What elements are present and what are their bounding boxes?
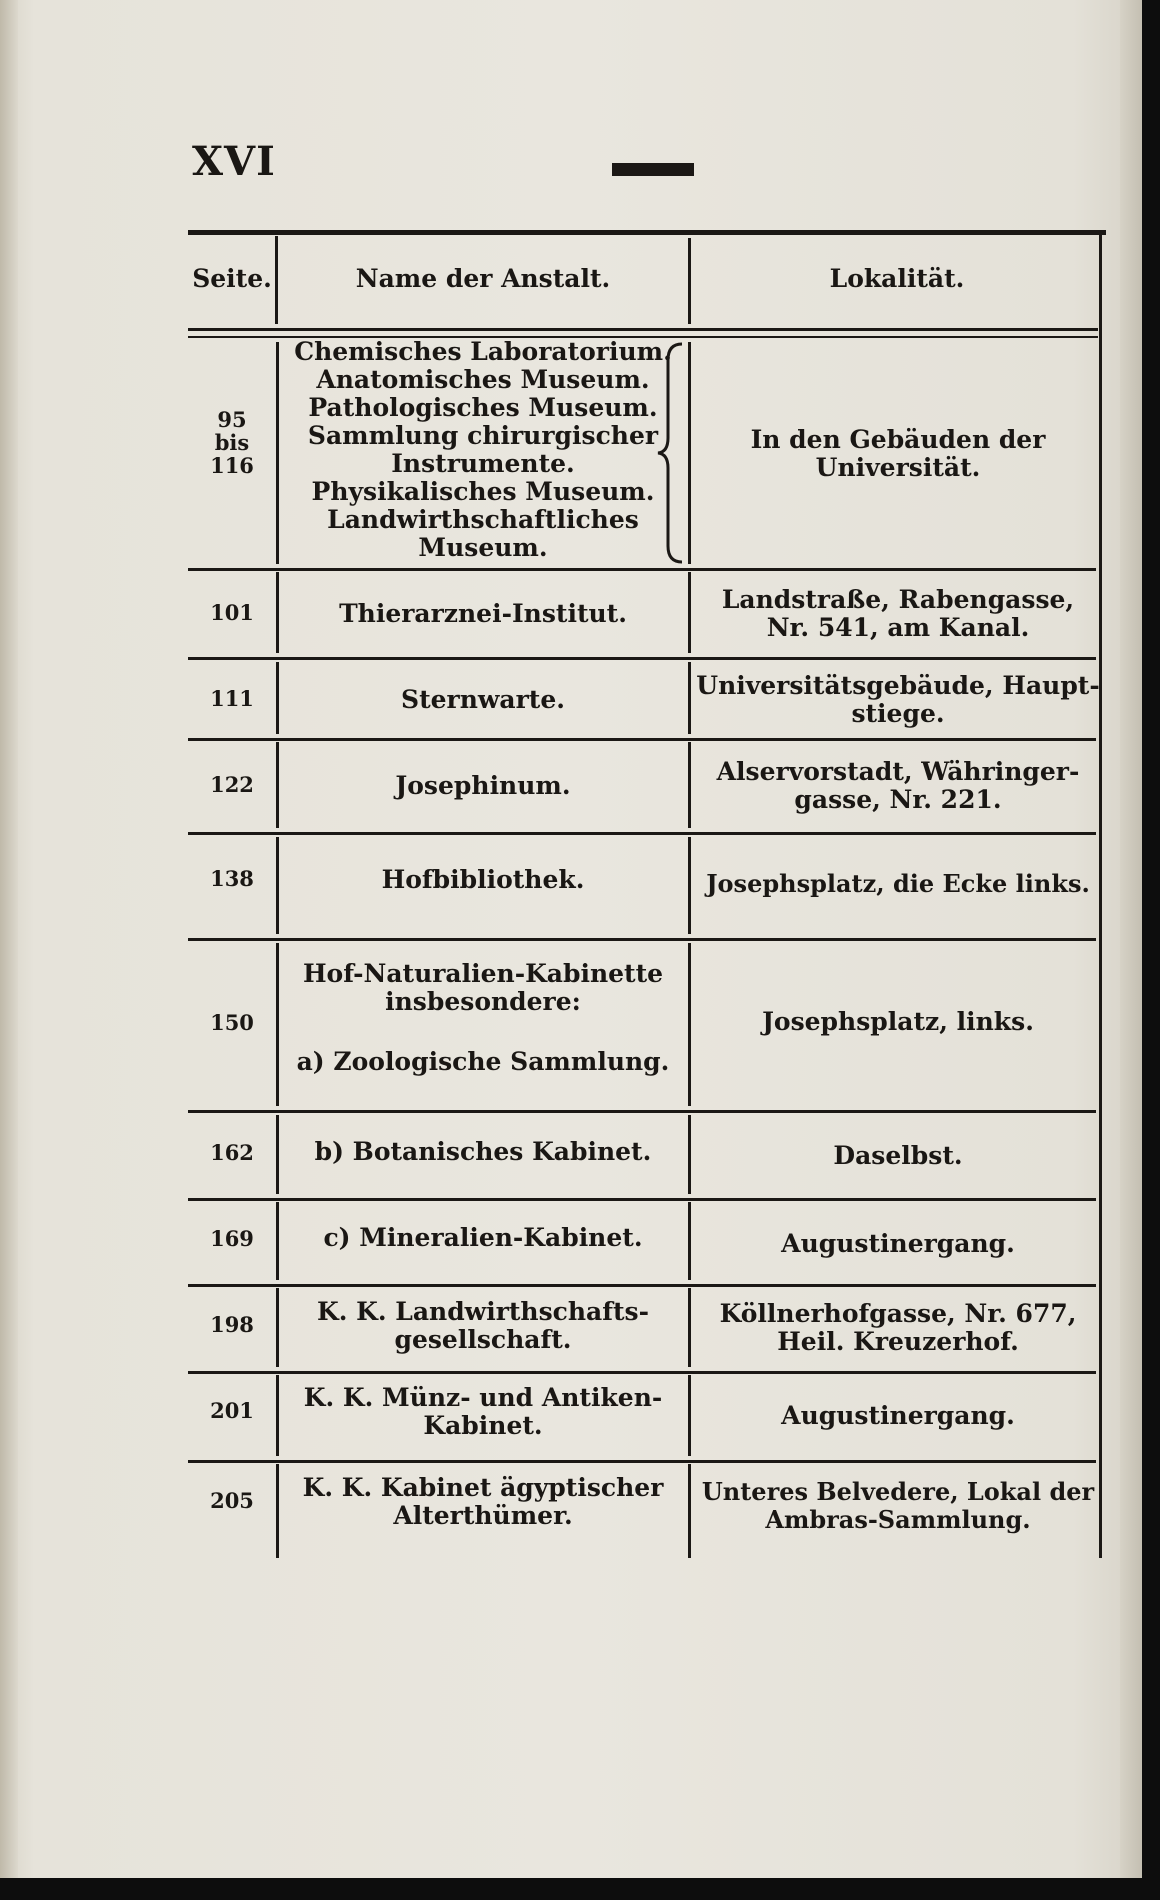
institution-name: Physikalisches Museum. xyxy=(311,477,655,506)
row-rule xyxy=(188,1198,1096,1201)
row-page: 205 xyxy=(210,1488,254,1513)
institution-name: Hof-Naturalien-Kabinette insbesondere: xyxy=(302,959,664,1016)
row-rule xyxy=(188,1460,1096,1463)
institution-location: Daselbst. xyxy=(833,1141,963,1170)
column-rule xyxy=(688,1288,691,1367)
institution-name: Anatomisches Museum. xyxy=(316,365,650,394)
row-rule xyxy=(188,1284,1096,1287)
column-rule xyxy=(688,342,691,564)
row-page: 111 xyxy=(210,686,254,711)
column-rule xyxy=(688,1375,691,1456)
column-rule xyxy=(688,662,691,734)
institution-name: K. K. Münz- und Antiken- Kabinet. xyxy=(303,1383,663,1440)
institution-name: c) Mineralien-Kabinet. xyxy=(323,1223,643,1252)
institution-subname: a) Zoologische Sammlung. xyxy=(296,1047,670,1076)
table-top-rule xyxy=(188,230,1106,235)
institution-location: Köllnerhofgasse, Nr. 677, Heil. Kreuzerhof. xyxy=(719,1299,1077,1356)
header-name: Name der Anstalt. xyxy=(355,264,611,293)
row-page: 162 xyxy=(210,1140,254,1165)
row-rule xyxy=(188,832,1096,835)
row-rule xyxy=(188,568,1096,571)
column-rule xyxy=(688,943,691,1106)
institution-name: K. K. Landwirthschafts- gesellschaft. xyxy=(316,1297,650,1354)
column-rule xyxy=(688,1202,691,1280)
institutions-table xyxy=(188,230,1102,1558)
header-bottom-rule xyxy=(188,328,1098,331)
institution-location: Augustinergang. xyxy=(781,1401,1015,1430)
column-rule xyxy=(688,572,691,653)
institution-name: Chemisches Laboratorium. xyxy=(294,337,672,366)
institution-location: Universitätsgebäude, Haupt- stiege. xyxy=(696,671,1100,728)
row-rule xyxy=(188,938,1096,941)
page-gutter-shadow xyxy=(0,0,18,1878)
page-number: XVI xyxy=(192,138,276,185)
institution-name: Josephinum. xyxy=(395,771,571,800)
row-rule xyxy=(188,1371,1096,1374)
column-rule xyxy=(688,837,691,934)
group-names xyxy=(278,338,688,562)
row-rule xyxy=(188,1110,1096,1113)
institution-name: Sammlung chirurgischer xyxy=(307,421,659,450)
institution-name: K. K. Kabinet ägyptischer Alterthümer. xyxy=(302,1473,664,1530)
header-rule xyxy=(612,163,694,176)
header-page: Seite. xyxy=(192,264,272,293)
institution-name: Hofbibliothek. xyxy=(381,865,585,894)
institution-name: Landwirthschaftliches xyxy=(327,505,639,534)
institution-name: Sternwarte. xyxy=(401,685,565,714)
row-page: 122 xyxy=(210,772,254,797)
group-location: In den Gebäuden der Universität. xyxy=(750,425,1046,482)
group-page-range: 95 bis 116 xyxy=(210,407,254,478)
column-rule xyxy=(688,238,691,324)
institution-name: b) Botanisches Kabinet. xyxy=(314,1137,652,1166)
institution-name: Thierarznei-Institut. xyxy=(339,599,627,628)
row-page: 150 xyxy=(210,1010,254,1035)
row-page: 169 xyxy=(210,1226,254,1251)
row-rule xyxy=(188,738,1096,741)
institution-location: Unteres Belvedere, Lokal der Ambras-Sammlung. xyxy=(701,1477,1095,1534)
row-page: 201 xyxy=(210,1398,254,1423)
institution-name: Museum. xyxy=(418,533,548,562)
row-page: 198 xyxy=(210,1312,254,1337)
institution-name: Pathologisches Museum. xyxy=(308,393,658,422)
column-rule xyxy=(688,742,691,828)
institution-location: Josephsplatz, die Ecke links. xyxy=(706,869,1090,898)
row-page: 101 xyxy=(210,600,254,625)
institution-location: Josephsplatz, links. xyxy=(762,1007,1034,1036)
header-location: Lokalität. xyxy=(829,264,965,293)
column-rule xyxy=(688,1115,691,1194)
row-page: 138 xyxy=(210,866,254,891)
institution-name: Instrumente. xyxy=(391,449,575,478)
row-rule xyxy=(188,657,1096,660)
column-rule xyxy=(688,1464,691,1558)
page-edge xyxy=(1120,0,1142,1878)
institution-location: Landstraße, Rabengasse, Nr. 541, am Kanal. xyxy=(721,585,1075,642)
grouping-brace xyxy=(654,340,688,566)
institution-location: Alservorstadt, Währinger- gasse, Nr. 221. xyxy=(716,757,1080,814)
institution-location: Augustinergang. xyxy=(781,1229,1015,1258)
